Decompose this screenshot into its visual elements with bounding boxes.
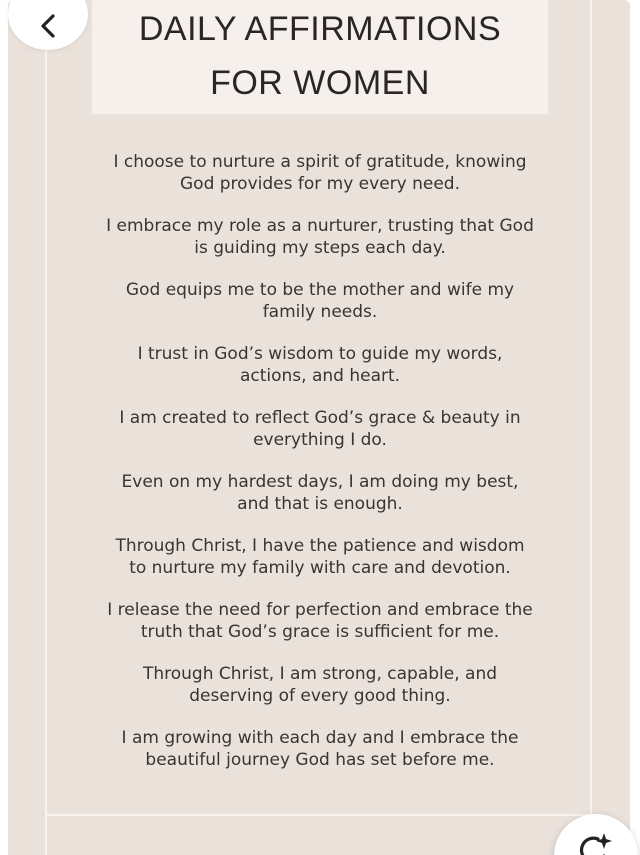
affirmation-line: I embrace my role as a nurturer, trusting that God bbox=[106, 216, 534, 236]
affirmation-line: everything I do. bbox=[253, 429, 387, 450]
affirmation-line: I trust in God’s wisdom to guide my words, bbox=[137, 344, 503, 364]
affirmation-item bbox=[70, 344, 570, 408]
title-line: DAILY AFFIRMATIONS bbox=[138, 10, 502, 48]
affirmation-line: actions, and heart. bbox=[239, 365, 401, 386]
affirmation-line: beautiful journey God has set before me. bbox=[145, 749, 495, 770]
affirmation-item bbox=[70, 280, 570, 344]
chevron-left-icon bbox=[39, 13, 57, 39]
affirmation-line: God provides for my every need. bbox=[180, 173, 460, 194]
affirmation-line: and that is enough. bbox=[237, 493, 403, 514]
affirmation-line: family needs. bbox=[262, 301, 378, 322]
affirmation-line: God equips me to be the mother and wife my bbox=[125, 280, 515, 300]
divider bbox=[47, 814, 590, 816]
affirmation-item bbox=[70, 472, 570, 536]
affirmation-item bbox=[70, 216, 570, 280]
affirmation-line: I am created to reflect God’s grace & beauty in bbox=[119, 408, 521, 428]
sparkle-refresh-icon bbox=[574, 830, 614, 855]
affirmation-item bbox=[70, 536, 570, 600]
affirmation-line: truth that God’s grace is sufficient for me. bbox=[140, 621, 500, 642]
affirmation-line: is guiding my steps each day. bbox=[194, 237, 446, 258]
affirmation-list bbox=[70, 152, 570, 792]
affirmation-line: Even on my hardest days, I am doing my best, bbox=[121, 472, 519, 492]
affirmation-item bbox=[70, 408, 570, 472]
affirmation-line: I choose to nurture a spirit of gratitude, knowing bbox=[113, 152, 527, 172]
affirmation-item bbox=[70, 728, 570, 792]
affirmation-line: to nurture my family with care and devotion. bbox=[129, 557, 511, 578]
affirmation-line: Through Christ, I am strong, capable, and bbox=[142, 664, 498, 684]
affirmation-item bbox=[70, 664, 570, 728]
affirmation-item bbox=[70, 600, 570, 664]
affirmation-line: I am growing with each day and I embrace the bbox=[121, 728, 519, 748]
affirmation-line: deserving of every good thing. bbox=[189, 685, 451, 706]
affirmation-line: I release the need for perfection and embrace the bbox=[107, 600, 533, 620]
page-title bbox=[92, 2, 548, 110]
affirmation-line: Through Christ, I have the patience and wisdom bbox=[115, 536, 525, 556]
title-line: FOR WOMEN bbox=[210, 64, 430, 102]
affirmation-item bbox=[70, 152, 570, 216]
